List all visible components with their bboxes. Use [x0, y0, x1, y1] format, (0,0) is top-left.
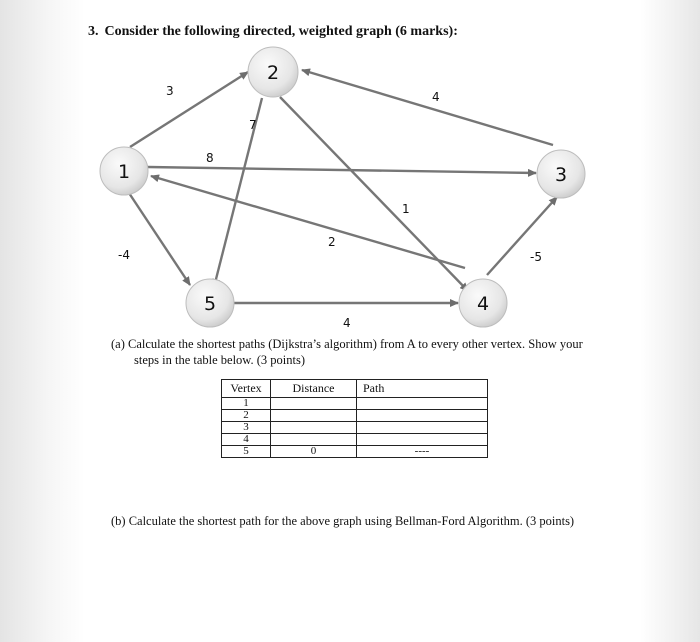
weight-label: -5	[530, 250, 542, 264]
cell-distance	[271, 434, 357, 446]
graph-node-3	[537, 150, 585, 198]
node-label: 3	[554, 164, 568, 186]
weight-label: 4	[343, 316, 351, 330]
edge-2-4	[280, 97, 468, 291]
header-path: Path	[357, 380, 488, 398]
cell-path	[357, 422, 488, 434]
weight-label: 4	[432, 90, 440, 104]
graph-node-4	[459, 279, 507, 327]
cell-vertex: 4	[222, 434, 271, 446]
edge-3-2	[302, 70, 553, 145]
weight-label: 2	[328, 235, 336, 249]
part-a-line-2: steps in the table below. (3 points)	[134, 353, 306, 367]
question-text: Consider the following directed, weighted graph (6 marks):	[104, 24, 458, 39]
cell-path	[357, 398, 488, 410]
header-vertex: Vertex	[222, 380, 271, 398]
table-row	[222, 398, 488, 410]
weight-label: 3	[166, 84, 174, 98]
graph-node-1	[100, 147, 148, 195]
cell-distance	[271, 422, 357, 434]
node-label: 4	[476, 293, 490, 315]
edge-1-2	[130, 72, 248, 147]
graph-node-5	[186, 279, 234, 327]
weight-label: -4	[118, 248, 130, 262]
weight-label: 8	[206, 151, 214, 165]
cell-path	[357, 434, 488, 446]
table-row	[222, 434, 488, 446]
dijkstra-table	[221, 379, 488, 458]
cell-distance	[271, 410, 357, 422]
node-label: 1	[117, 161, 131, 183]
header-distance: Distance	[271, 380, 357, 398]
edge-1-3	[148, 167, 536, 173]
cell-distance	[271, 398, 357, 410]
table-row	[222, 422, 488, 434]
node-label: 5	[203, 293, 217, 315]
cell-vertex: 5	[222, 446, 271, 458]
table-row	[222, 410, 488, 422]
cell-vertex: 3	[222, 422, 271, 434]
part-a-line-1: (a) Calculate the shortest paths (Dijkstra’s algorithm) from A to every other vertex. Show your	[111, 337, 583, 351]
edge-4-1	[151, 176, 465, 268]
question-number: 3.	[88, 24, 99, 39]
table-row	[222, 446, 488, 458]
edge-1-5	[129, 193, 190, 285]
cell-vertex: 1	[222, 398, 271, 410]
part-b-text: (b) Calculate the shortest path for the above graph using Bellman-Ford Algorithm. (3 points)	[111, 514, 575, 528]
weight-label: 1	[402, 202, 410, 216]
weight-label: 7	[249, 118, 257, 132]
cell-path: ----	[357, 446, 488, 458]
cell-path	[357, 410, 488, 422]
cell-vertex: 2	[222, 410, 271, 422]
node-label: 2	[266, 62, 280, 84]
cell-distance: 0	[271, 446, 357, 458]
table-header-row	[222, 380, 488, 398]
graph-node-2	[248, 47, 298, 97]
edge-4-3	[487, 197, 557, 275]
